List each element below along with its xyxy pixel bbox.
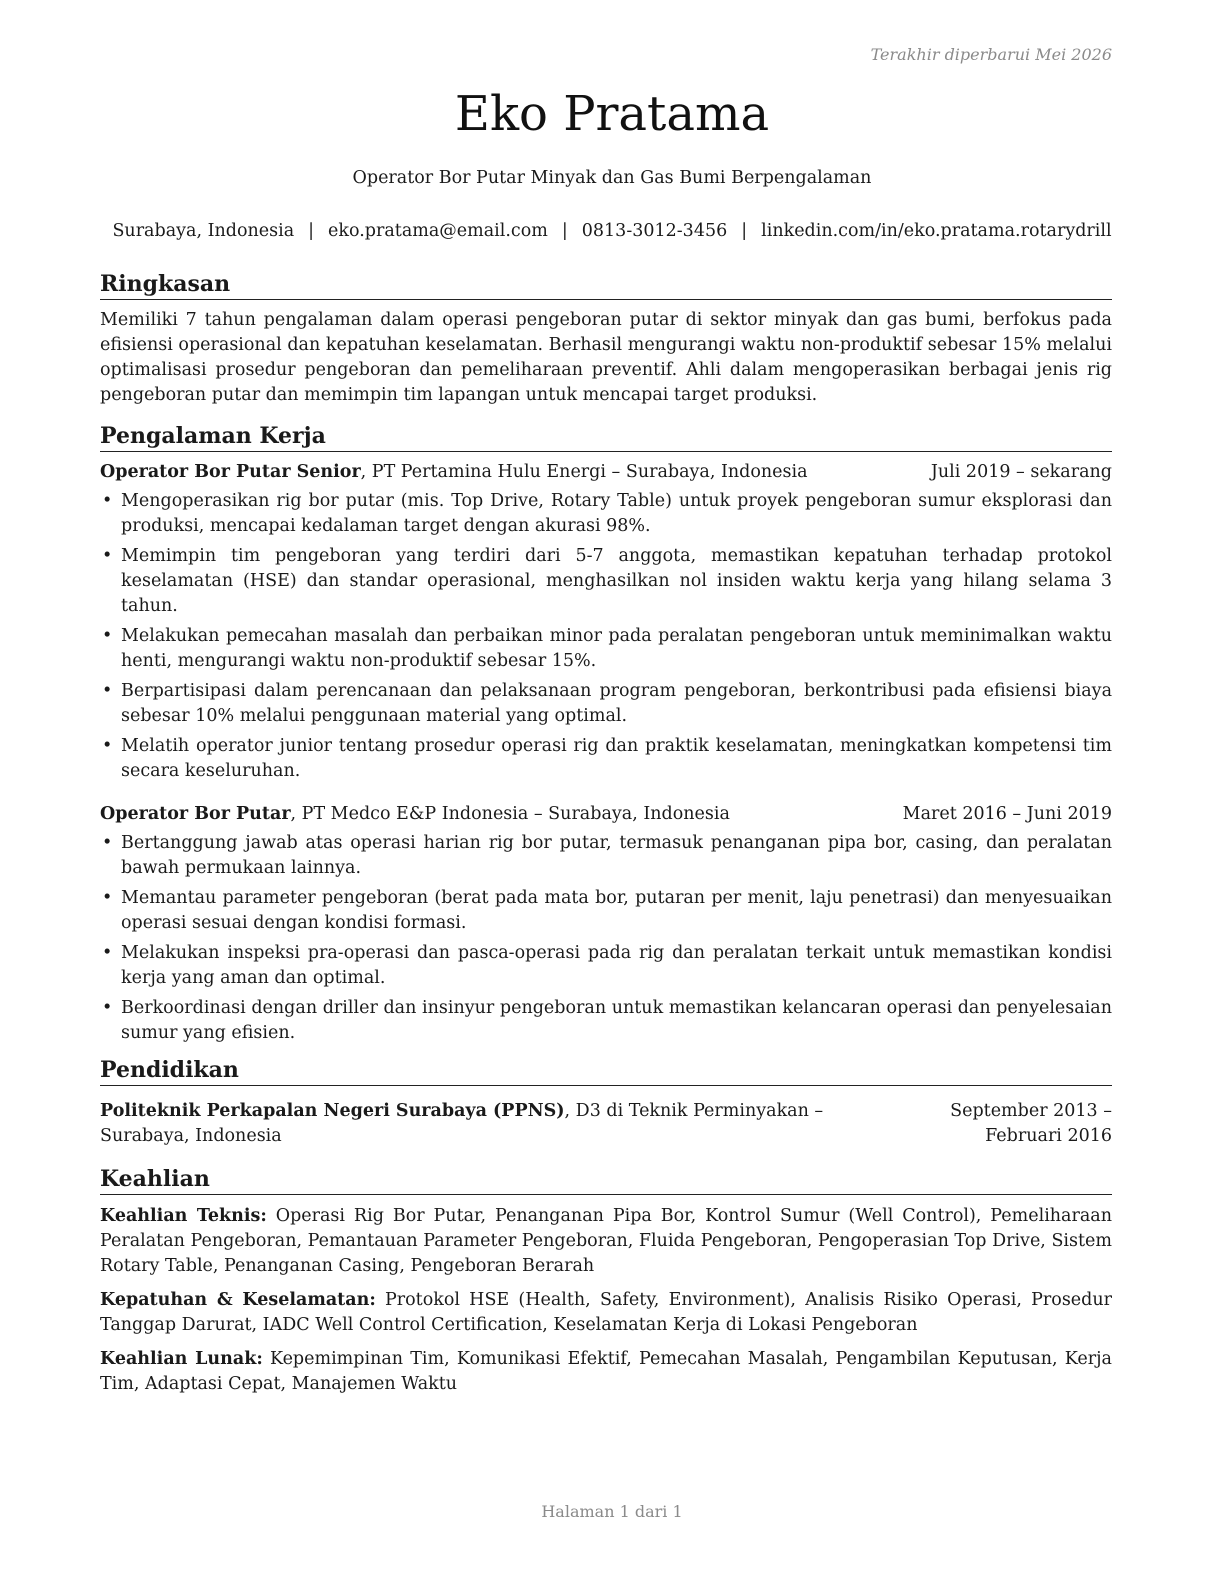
education-entry (100, 1099, 1112, 1149)
job-role: Operator Bor Putar (100, 804, 291, 824)
education-school: Politeknik Perkapalan Negeri Surabaya (PPNS) (100, 1101, 565, 1121)
last-updated-note: Terakhir diperbarui Mei 2026 (870, 45, 1112, 64)
education-dates: September 2013 – Februari 2016 (950, 1101, 1112, 1146)
bullet-item: • Melakukan inspeksi pra-operasi dan pasca-operasi pada rig dan peralatan terkait untuk memastikan kondisi kerja yang aman dan optimal. (100, 941, 1112, 991)
job-role: Operator Bor Putar Senior (100, 462, 361, 482)
section-title-summary: Ringkasan (100, 270, 1112, 300)
education-detail: , D3 di Teknik Perminyakan – Surabaya, Indonesia (100, 1101, 824, 1146)
candidate-name: Eko Pratama (454, 86, 770, 142)
skill-group (100, 1347, 1112, 1397)
skill-group-label: Keahlian Teknis: (100, 1206, 267, 1226)
headline: Operator Bor Putar Minyak dan Gas Bumi Berpengalaman (352, 168, 872, 188)
section-title-experience: Pengalaman Kerja (100, 422, 1112, 452)
contact-separator: | (308, 221, 315, 241)
resume-content (100, 270, 1112, 1397)
job-entry (100, 802, 1112, 1046)
job-dates: Maret 2016 – Juni 2019 (902, 804, 1112, 824)
job-entry (100, 460, 1112, 784)
skill-group-text: Kepemimpinan Tim, Komunikasi Efektif, Pemecahan Masalah, Pengambilan Keputusan, Kerja Tim, Adaptasi Cepat, Manajemen Waktu (100, 1349, 1112, 1394)
contact-phone[interactable]: 0813-3012-3456 (581, 221, 728, 241)
skill-group-text: Protokol HSE (Health, Safety, Environment), Analisis Risiko Operasi, Prosedur Tanggap Darurat, IADC Well Control Certification, Keselamatan Kerja di Lokasi Pengeboran (100, 1290, 1113, 1335)
bullet-item: • Bertanggung jawab atas operasi harian rig bor putar, termasuk penanganan pipa bor, casing, dan peralatan bawah permukaan lainnya. (100, 831, 1112, 881)
job-company: , PT Pertamina Hulu Energi – Surabaya, Indonesia (360, 462, 808, 482)
section-title-skills: Keahlian (100, 1165, 1112, 1195)
job-bullets (100, 831, 1112, 1046)
bullet-item: • Melatih operator junior tentang prosedur operasi rig dan praktik keselamatan, meningkatkan kompetensi tim secara keseluruhan. (100, 734, 1112, 784)
contact-email[interactable]: eko.pratama@email.com (328, 221, 548, 241)
bullet-item: • Melakukan pemecahan masalah dan perbaikan minor pada peralatan pengeboran untuk meminimalkan waktu henti, mengurangi waktu non-produktif sebesar 15%. (100, 624, 1112, 674)
job-bullets (100, 489, 1112, 784)
contact-separator: | (741, 221, 748, 241)
skill-group (100, 1288, 1112, 1338)
bullet-item: • Berkoordinasi dengan driller dan insinyur pengeboran untuk memastikan kelancaran operasi dan penyelesaian sumur yang efisien. (100, 996, 1112, 1046)
bullet-item: • Berpartisipasi dalam perencanaan dan pelaksanaan program pengeboran, berkontribusi pada efisiensi biaya sebesar 10% melalui penggunaan material yang optimal. (100, 679, 1112, 729)
experience-section (100, 422, 1112, 1046)
education-institution (100, 1099, 870, 1149)
section-title-education: Pendidikan (100, 1056, 1112, 1086)
bullet-item: • Memimpin tim pengeboran yang terdiri dari 5-7 anggota, memastikan kepatuhan terhadap protokol keselamatan (HSE) dan standar operasional, menghasilkan nol insiden waktu kerja yang hilang selama 3 tahun. (100, 544, 1112, 619)
contact-location: Surabaya, Indonesia (112, 221, 295, 241)
education-section (100, 1056, 1112, 1149)
skill-group-text: Operasi Rig Bor Putar, Penanganan Pipa Bor, Kontrol Sumur (Well Control), Pemeliharaan Peralatan Pengeboran, Pemantauan Parameter Pengeboran, Fluida Pengeboran, Pengoperasian Top Drive, Sistem Rotary Table, Penanganan Casing, Pengeboran Berarah (100, 1206, 1112, 1276)
bullet-item: • Memantau parameter pengeboran (berat pada mata bor, putaran per menit, laju penetrasi) dan menyesuaikan operasi sesuai dengan kondisi formasi. (100, 886, 1112, 936)
skill-group-label: Keahlian Lunak: (100, 1349, 263, 1369)
contact-line (0, 221, 1224, 241)
job-dates: Juli 2019 – sekarang (930, 462, 1112, 482)
job-header (100, 460, 1112, 485)
summary-section (100, 270, 1112, 408)
job-company: , PT Medco E&P Indonesia – Surabaya, Indonesia (290, 804, 730, 824)
bullet-item: • Mengoperasikan rig bor putar (mis. Top Drive, Rotary Table) untuk proyek pengeboran sumur eksplorasi dan produksi, mencapai kedalaman target dengan akurasi 98%. (100, 489, 1112, 539)
contact-separator: | (561, 221, 568, 241)
skills-section (100, 1165, 1112, 1397)
skill-group (100, 1204, 1112, 1279)
skill-group-label: Kepatuhan & Keselamatan: (100, 1290, 376, 1310)
job-header (100, 802, 1112, 827)
summary-text: Memiliki 7 tahun pengalaman dalam operasi pengeboran putar di sektor minyak dan gas bumi, berfokus pada efisiensi operasional dan kepatuhan keselamatan. Berhasil mengurangi waktu non-produktif sebesar 15% melalui optimalisasi prosedur pengeboran dan pemeliharaan preventif. Ahli dalam mengoperasikan berbagai jenis rig pengeboran putar dan memimpin tim lapangan untuk mencapai target produksi. (100, 310, 1112, 405)
page-number: Halaman 1 dari 1 (541, 1502, 683, 1521)
contact-linkedin[interactable]: linkedin.com/in/eko.pratama.rotarydrill (761, 221, 1112, 241)
